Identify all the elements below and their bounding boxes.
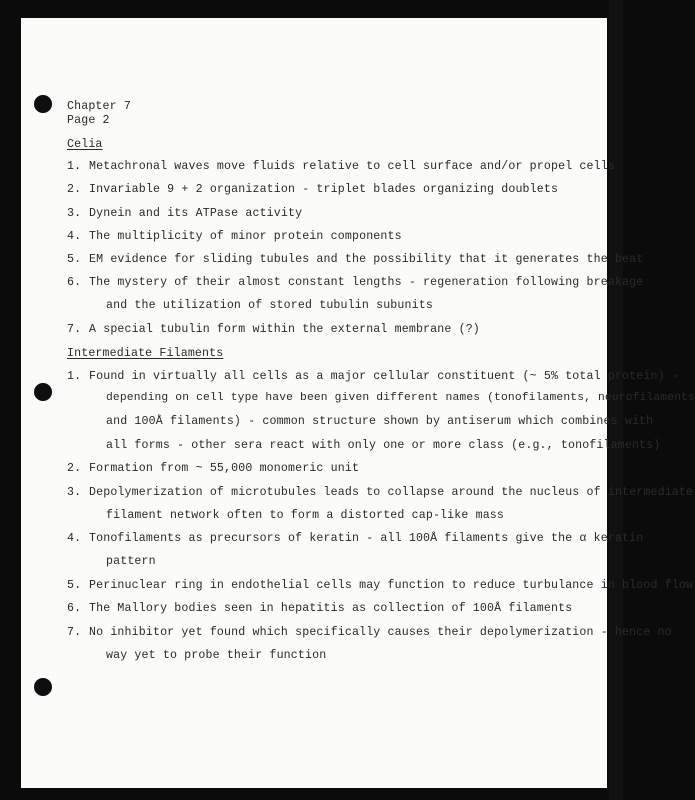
item-continuation: all forms - other sera react with only one or more class (e.g., tonofilaments) xyxy=(106,439,661,452)
item-number: 2. xyxy=(67,462,82,475)
item-continuation: pattern xyxy=(106,555,156,568)
list-item xyxy=(67,160,615,173)
item-text: Formation from ~ 55,000 monomeric unit xyxy=(89,462,360,475)
section-title-celia: Celia xyxy=(67,138,103,151)
item-number: 4. xyxy=(67,230,82,243)
item-text: A special tubulin form within the external membrane (?) xyxy=(89,323,480,336)
list-item xyxy=(67,323,480,336)
list-item xyxy=(67,579,693,592)
list-item xyxy=(67,183,558,196)
item-continuation: and 100Å filaments) - common structure shown by antiserum which combines with xyxy=(106,415,654,428)
chapter-label: Chapter 7 xyxy=(67,100,131,113)
list-item xyxy=(67,626,672,639)
item-continuation: depending on cell type have been given different names (tonofilaments, neurofilaments xyxy=(106,392,695,404)
page-label: Page 2 xyxy=(67,114,110,127)
item-text: Perinuclear ring in endothelial cells may function to reduce turbulance in blood flow xyxy=(89,579,694,592)
item-number: 5. xyxy=(67,579,82,592)
punch-hole-middle xyxy=(34,383,52,401)
list-item xyxy=(67,230,402,243)
item-text: Depolymerization of microtubules leads to collapse around the nucleus of intermediate xyxy=(89,486,694,499)
list-item xyxy=(67,462,359,475)
item-text: Tonofilaments as precursors of keratin - all 100Å filaments give the α keratin xyxy=(89,532,644,545)
item-number: 7. xyxy=(67,323,82,336)
item-number: 7. xyxy=(67,626,82,639)
list-item xyxy=(67,207,302,220)
item-number: 3. xyxy=(67,486,82,499)
item-number: 3. xyxy=(67,207,82,220)
list-item xyxy=(67,370,679,383)
item-text: Found in virtually all cells as a major cellular constituent (~ 5% total protein) - xyxy=(89,370,679,383)
item-text: The Mallory bodies seen in hepatitis as collection of 100Å filaments xyxy=(89,602,573,615)
item-text: Invariable 9 + 2 organization - triplet blades organizing doublets xyxy=(89,183,559,196)
list-item xyxy=(67,253,643,266)
item-number: 2. xyxy=(67,183,82,196)
list-item xyxy=(67,276,643,289)
item-text: Metachronal waves move fluids relative to cell surface and/or propel cells xyxy=(89,160,615,173)
item-text: Dynein and its ATPase activity xyxy=(89,207,303,220)
section-title-intermediate-filaments: Intermediate Filaments xyxy=(67,347,224,360)
item-text: The multiplicity of minor protein components xyxy=(89,230,402,243)
punch-hole-top xyxy=(34,95,52,113)
item-number: 4. xyxy=(67,532,82,545)
list-item xyxy=(67,532,643,545)
list-item xyxy=(67,602,572,615)
item-continuation: and the utilization of stored tubulin subunits xyxy=(106,299,433,312)
list-item xyxy=(67,486,693,499)
item-text: No inhibitor yet found which specifically causes their depolymerization - hence no xyxy=(89,626,672,639)
item-number: 5. xyxy=(67,253,82,266)
item-number: 6. xyxy=(67,602,82,615)
item-number: 6. xyxy=(67,276,82,289)
item-text: EM evidence for sliding tubules and the possibility that it generates the beat xyxy=(89,253,644,266)
item-text: The mystery of their almost constant lengths - regeneration following breakage xyxy=(89,276,644,289)
punch-hole-bottom xyxy=(34,678,52,696)
item-continuation: way yet to probe their function xyxy=(106,649,327,662)
item-continuation: filament network often to form a distorted cap-like mass xyxy=(106,509,505,522)
item-number: 1. xyxy=(67,160,82,173)
item-number: 1. xyxy=(67,370,82,383)
